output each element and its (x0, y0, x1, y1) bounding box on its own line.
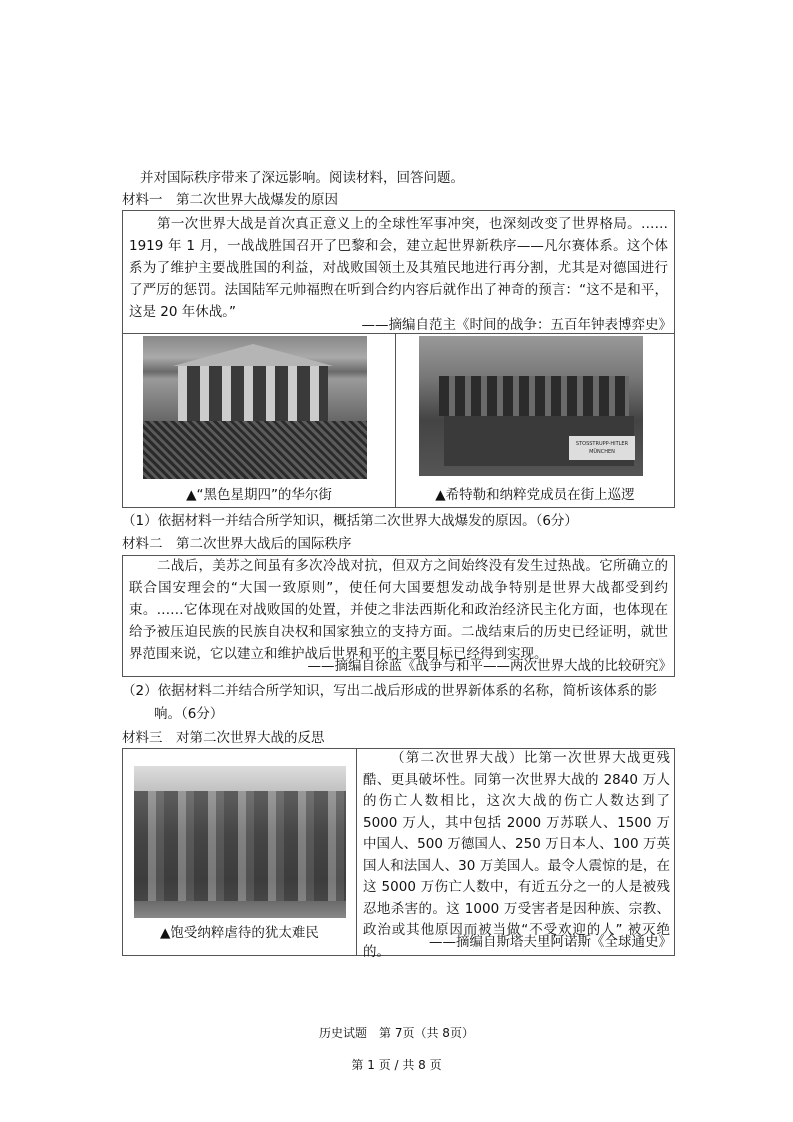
material1-box (122, 210, 675, 508)
material3-source: ——摘编自斯塔夫里阿诺斯《全球通史》 (429, 934, 672, 950)
divider (123, 333, 674, 334)
material1-heading: 材料一 第二次世界大战爆发的原因 (122, 192, 338, 208)
question-2-continued: 响。（6分） (154, 706, 224, 722)
viewer-page-indicator: 第 1 页 / 共 8 页 (351, 1058, 442, 1072)
caption-nazi-patrol: ▲希特勒和纳粹党成员在街上巡逻 (435, 487, 635, 503)
divider (395, 333, 396, 507)
material3-heading: 材料三 对第二次世界大战的反思 (122, 730, 325, 746)
material1-source: ——摘编自范主《时间的战争：五百年钟表博弈史》 (361, 317, 672, 333)
divider (356, 749, 357, 955)
material2-text: 二战后，美苏之间虽有多次冷战对抗，但双方之间始终没有发生过热战。它所确立的联合国安理会的“大国一致原则”，使任何大国要想发动战争特别是世界大战都受到约束。……它体现在对战败国的处置，并使之非法西斯化和政治经济民主化方面，也体现在给予被压迫民族的民族自决权和国家独立的支持方面。二战结束后的历史已经证明，就世界范围来说，它以建立和维护战后世界和平的主要目标已经得到实现。 (129, 558, 668, 662)
question-1: （1）依据材料一并结合所学知识，概括第二次世界大战爆发的原因。（6分） (122, 513, 578, 529)
material1-text: 第一次世界大战是首次真正意义上的全球性军事冲突，也深刻改变了世界格局。……1919 年 1 月，一战战胜国召开了巴黎和会，建立起世界新秩序——凡尔赛体系。这个体系为了维护主要战胜国的利益，对战败国领土及其殖民地进行再分割，尤其是对德国进行了严厉的惩罚。法国陆军元帅福煦在听到合约内容后就作出了神奇的预言：“这不是和平，这是 20 年休战。” (129, 216, 668, 320)
jewish-refugees-photo (134, 766, 346, 918)
material2-box (122, 555, 675, 677)
intro-text: 并对国际秩序带来了深远影响。阅读材料，回答问题。 (140, 170, 464, 186)
wall-street-photo (143, 336, 367, 479)
material3-box (122, 748, 675, 960)
hitler-patrol-photo (419, 336, 643, 476)
material2-source: ——摘编自徐蓝《战争与和平——两次世界大战的比较研究》 (307, 658, 672, 674)
material3-text: （第二次世界大战）比第一次世界大战更残酷、更具破坏性。同第一次世界大战的 2840 万人的伤亡人数相比，这次大战的伤亡人数达到了 5000 万人，其中包括 2000 万苏联人、1500 万中国人、500 万德国人、250 万日本人、100 万英国人和法国人、30 万美国人。最令人震惊的是，在这 5000 万伤亡人数中，有近五分之一的人是被残忍地杀害的。这 1000 万受害者是因种族、宗教、政治或其他原因而被当做“不受欢迎的人” 被灭绝的。 (363, 750, 670, 960)
caption-wall-street: ▲“黑色星期四”的华尔街 (186, 487, 332, 503)
material2-heading: 材料二 第二次世界大战后的国际秩序 (122, 536, 352, 552)
question-2: （2）依据材料二并结合所学知识，写出二战后形成的世界新体系的名称，简析该体系的影 (122, 683, 658, 699)
caption-refugees: ▲饱受纳粹虐待的犹太难民 (160, 925, 319, 941)
exam-page-footer: 历史试题 第 7页（共 8页） (319, 1026, 474, 1040)
truck-sign: STOSSTRUPP-HITLER MÜNCHEN (569, 436, 635, 460)
